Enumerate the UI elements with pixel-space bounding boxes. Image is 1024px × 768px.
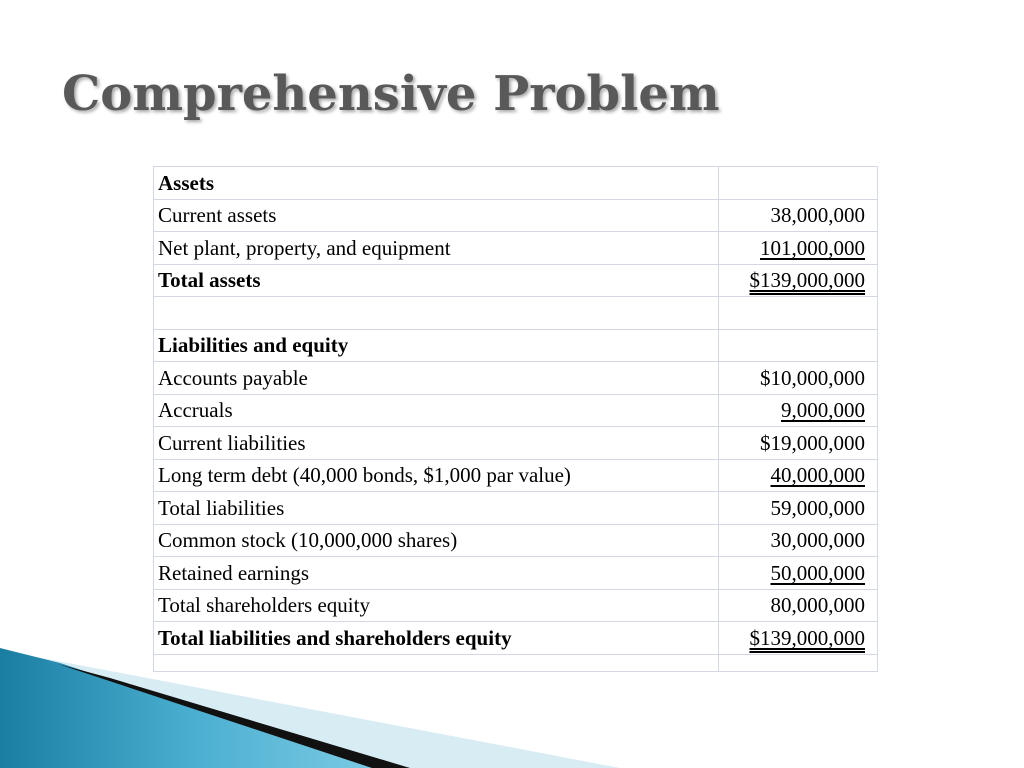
table-row — [154, 557, 878, 590]
row-label: Assets — [154, 167, 719, 200]
row-label: Current liabilities — [154, 427, 719, 460]
row-label: Accruals — [154, 394, 719, 427]
row-value: $139,000,000 — [719, 622, 878, 655]
row-label: Total liabilities and shareholders equity — [154, 622, 719, 655]
row-label: Liabilities and equity — [154, 329, 719, 362]
row-value — [719, 167, 878, 200]
row-value — [719, 329, 878, 362]
table-row — [154, 167, 878, 200]
slide-title: Comprehensive Problem — [62, 66, 720, 122]
table-row — [154, 394, 878, 427]
row-value: $19,000,000 — [719, 427, 878, 460]
table-row — [154, 232, 878, 265]
table-row — [154, 199, 878, 232]
table-row — [154, 622, 878, 655]
table-row — [154, 362, 878, 395]
table-row — [154, 524, 878, 557]
row-value: $139,000,000 — [719, 264, 878, 297]
row-label: Total liabilities — [154, 492, 719, 525]
table-row — [154, 264, 878, 297]
row-label: Accounts payable — [154, 362, 719, 395]
row-value: 40,000,000 — [719, 459, 878, 492]
row-label: Net plant, property, and equipment — [154, 232, 719, 265]
row-value: 30,000,000 — [719, 524, 878, 557]
table-row — [154, 654, 878, 671]
table-row — [154, 427, 878, 460]
row-label: Retained earnings — [154, 557, 719, 590]
row-value: 9,000,000 — [719, 394, 878, 427]
table-row — [154, 589, 878, 622]
table-row — [154, 329, 878, 362]
row-label: Total shareholders equity — [154, 589, 719, 622]
row-label — [154, 654, 719, 671]
row-label — [154, 297, 719, 330]
row-label: Long term debt (40,000 bonds, $1,000 par value) — [154, 459, 719, 492]
row-value: 50,000,000 — [719, 557, 878, 590]
row-value — [719, 654, 878, 671]
row-label: Common stock (10,000,000 shares) — [154, 524, 719, 557]
table-row — [154, 492, 878, 525]
row-value: 38,000,000 — [719, 199, 878, 232]
row-value: 80,000,000 — [719, 589, 878, 622]
row-value: $10,000,000 — [719, 362, 878, 395]
balance-sheet-table — [153, 166, 878, 672]
row-value: 59,000,000 — [719, 492, 878, 525]
row-value — [719, 297, 878, 330]
row-value: 101,000,000 — [719, 232, 878, 265]
row-label: Current assets — [154, 199, 719, 232]
row-label: Total assets — [154, 264, 719, 297]
table-row — [154, 459, 878, 492]
table-row — [154, 297, 878, 330]
